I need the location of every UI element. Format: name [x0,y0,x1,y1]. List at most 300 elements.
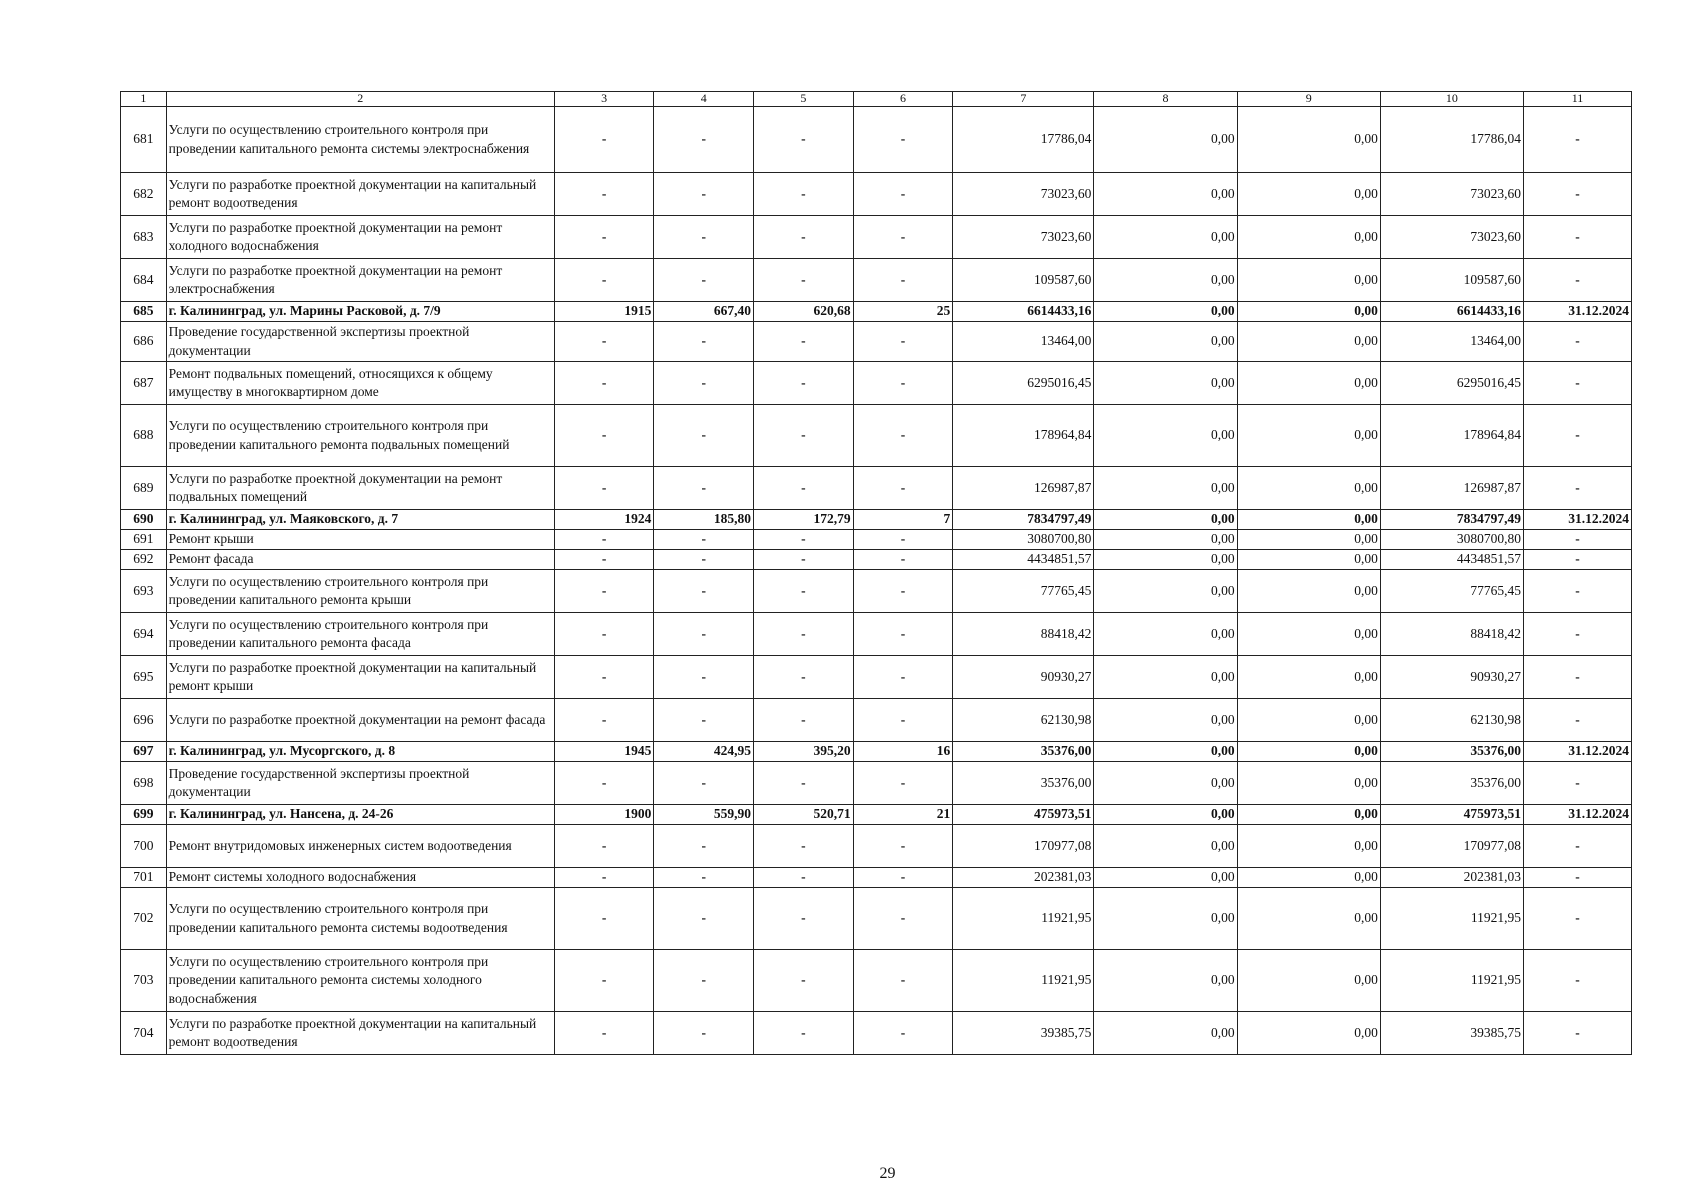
col-8-cell: 0,00 [1094,467,1237,510]
col-6-cell: - [853,259,953,302]
col-11-cell: - [1524,216,1632,259]
address-row [121,510,1632,530]
col-10-cell: 202381,03 [1380,868,1523,888]
col-7-cell: 126987,87 [953,467,1094,510]
col-4-cell: - [654,322,754,362]
address-row [121,805,1632,825]
row-name: Услуги по осуществлению строительного контроля при проведении капитального ремонта системы холодного водоснабжения [166,950,554,1012]
col-5-cell: - [754,656,854,699]
col-10-cell: 77765,45 [1380,570,1523,613]
col-9-cell: 0,00 [1237,467,1380,510]
address-row [121,742,1632,762]
col-4-cell: - [654,550,754,570]
col-6-cell: 25 [853,302,953,322]
col-5-cell: 172,79 [754,510,854,530]
address-row [121,302,1632,322]
col-8-cell: 0,00 [1094,322,1237,362]
col-10-cell: 62130,98 [1380,699,1523,742]
col-3-cell: - [554,762,654,805]
col-8-cell: 0,00 [1094,570,1237,613]
col-6-cell: - [853,825,953,868]
col-4-cell: - [654,570,754,613]
col-4-cell: - [654,613,754,656]
col-7-cell: 35376,00 [953,762,1094,805]
col-9-cell: 0,00 [1237,530,1380,550]
row-number: 683 [121,216,167,259]
col-3-cell: - [554,868,654,888]
col-8-cell: 0,00 [1094,950,1237,1012]
col-4-cell: - [654,362,754,405]
col-10-cell: 4434851,57 [1380,550,1523,570]
col-8-cell: 0,00 [1094,699,1237,742]
col-5-cell: - [754,173,854,216]
col-7-cell: 475973,51 [953,805,1094,825]
row-name: Услуги по разработке проектной документации на ремонт электроснабжения [166,259,554,302]
col-9-cell: 0,00 [1237,742,1380,762]
page-number: 29 [879,1165,896,1182]
col-8-cell: 0,00 [1094,259,1237,302]
col-5-cell: - [754,762,854,805]
col-4-cell: - [654,530,754,550]
col-5-cell: - [754,950,854,1012]
row-name: Ремонт внутридомовых инженерных систем водоотведения [166,825,554,868]
col-3-cell: 1915 [554,302,654,322]
col-9-cell: 0,00 [1237,550,1380,570]
row-name: Ремонт системы холодного водоснабжения [166,868,554,888]
col-4-cell: 559,90 [654,805,754,825]
col-3-cell: - [554,362,654,405]
col-8-cell: 0,00 [1094,888,1237,950]
col-4-cell: - [654,173,754,216]
col-3-cell: - [554,699,654,742]
row-name: г. Калининград, ул. Нансена, д. 24-26 [166,805,554,825]
col-9-cell: 0,00 [1237,825,1380,868]
col-4-cell: - [654,259,754,302]
table-row [121,950,1632,1012]
row-number: 693 [121,570,167,613]
col-9-cell: 0,00 [1237,699,1380,742]
row-name: Проведение государственной экспертизы проектной документации [166,322,554,362]
col-11-cell: - [1524,656,1632,699]
col-11-cell: - [1524,467,1632,510]
col-9-cell: 0,00 [1237,805,1380,825]
row-number: 682 [121,173,167,216]
col-9-cell: 0,00 [1237,570,1380,613]
col-11-cell: - [1524,322,1632,362]
col-3-cell: - [554,530,654,550]
col-10-cell: 73023,60 [1380,216,1523,259]
row-number: 689 [121,467,167,510]
col-6-cell: - [853,107,953,173]
column-header: 2 [166,92,554,107]
col-3-cell: 1945 [554,742,654,762]
col-9-cell: 0,00 [1237,216,1380,259]
col-5-cell: 620,68 [754,302,854,322]
col-11-cell: - [1524,699,1632,742]
col-7-cell: 39385,75 [953,1012,1094,1055]
col-11-cell: 31.12.2024 [1524,302,1632,322]
row-number: 700 [121,825,167,868]
col-10-cell: 13464,00 [1380,322,1523,362]
table-row [121,322,1632,362]
row-number: 698 [121,762,167,805]
row-name: г. Калининград, ул. Маяковского, д. 7 [166,510,554,530]
col-10-cell: 109587,60 [1380,259,1523,302]
table-row [121,362,1632,405]
col-7-cell: 35376,00 [953,742,1094,762]
col-11-cell: - [1524,550,1632,570]
col-11-cell: - [1524,570,1632,613]
row-name: г. Калининград, ул. Марины Расковой, д. 7/9 [166,302,554,322]
row-number: 687 [121,362,167,405]
col-10-cell: 90930,27 [1380,656,1523,699]
col-3-cell: - [554,825,654,868]
col-5-cell: 395,20 [754,742,854,762]
col-10-cell: 3080700,80 [1380,530,1523,550]
table-row [121,405,1632,467]
col-3-cell: - [554,216,654,259]
col-5-cell: - [754,405,854,467]
row-name: г. Калининград, ул. Мусоргского, д. 8 [166,742,554,762]
col-10-cell: 35376,00 [1380,742,1523,762]
col-6-cell: - [853,699,953,742]
row-number: 694 [121,613,167,656]
col-10-cell: 88418,42 [1380,613,1523,656]
col-9-cell: 0,00 [1237,322,1380,362]
col-11-cell: - [1524,362,1632,405]
col-7-cell: 62130,98 [953,699,1094,742]
col-6-cell: - [853,656,953,699]
col-10-cell: 11921,95 [1380,888,1523,950]
table-row [121,550,1632,570]
col-11-cell: - [1524,259,1632,302]
col-4-cell: - [654,888,754,950]
col-11-cell: - [1524,405,1632,467]
table-row [121,762,1632,805]
column-header: 11 [1524,92,1632,107]
col-7-cell: 6295016,45 [953,362,1094,405]
col-9-cell: 0,00 [1237,888,1380,950]
col-9-cell: 0,00 [1237,510,1380,530]
col-4-cell: - [654,467,754,510]
col-5-cell: - [754,322,854,362]
row-number: 699 [121,805,167,825]
col-11-cell: 31.12.2024 [1524,805,1632,825]
col-5-cell: - [754,530,854,550]
col-5-cell: - [754,613,854,656]
col-8-cell: 0,00 [1094,510,1237,530]
col-8-cell: 0,00 [1094,825,1237,868]
col-4-cell: - [654,868,754,888]
col-6-cell: - [853,216,953,259]
row-name: Услуги по осуществлению строительного контроля при проведении капитального ремонта фасада [166,613,554,656]
col-5-cell: - [754,467,854,510]
col-8-cell: 0,00 [1094,107,1237,173]
col-10-cell: 475973,51 [1380,805,1523,825]
col-5-cell: - [754,362,854,405]
col-8-cell: 0,00 [1094,530,1237,550]
col-8-cell: 0,00 [1094,302,1237,322]
col-3-cell: - [554,570,654,613]
table-body [121,107,1632,1055]
col-9-cell: 0,00 [1237,950,1380,1012]
col-3-cell: - [554,467,654,510]
col-7-cell: 4434851,57 [953,550,1094,570]
column-header: 7 [953,92,1094,107]
col-4-cell: - [654,825,754,868]
col-11-cell: 31.12.2024 [1524,510,1632,530]
col-7-cell: 178964,84 [953,405,1094,467]
row-name: Услуги по осуществлению строительного контроля при проведении капитального ремонта системы водоотведения [166,888,554,950]
col-9-cell: 0,00 [1237,173,1380,216]
col-4-cell: - [654,405,754,467]
row-name: Услуги по разработке проектной документации на ремонт подвальных помещений [166,467,554,510]
col-5-cell: - [754,216,854,259]
col-3-cell: - [554,259,654,302]
col-8-cell: 0,00 [1094,550,1237,570]
col-9-cell: 0,00 [1237,868,1380,888]
row-name: Проведение государственной экспертизы проектной документации [166,762,554,805]
col-9-cell: 0,00 [1237,656,1380,699]
col-4-cell: - [654,107,754,173]
row-name: Услуги по осуществлению строительного контроля при проведении капитального ремонта системы электроснабжения [166,107,554,173]
col-10-cell: 6614433,16 [1380,302,1523,322]
table-row [121,259,1632,302]
col-5-cell: - [754,868,854,888]
col-5-cell: - [754,1012,854,1055]
col-3-cell: - [554,613,654,656]
col-7-cell: 17786,04 [953,107,1094,173]
column-header: 8 [1094,92,1237,107]
column-header: 6 [853,92,953,107]
col-10-cell: 17786,04 [1380,107,1523,173]
table-row [121,216,1632,259]
col-7-cell: 73023,60 [953,173,1094,216]
col-6-cell: 21 [853,805,953,825]
col-9-cell: 0,00 [1237,302,1380,322]
row-number: 681 [121,107,167,173]
col-3-cell: - [554,950,654,1012]
row-number: 684 [121,259,167,302]
col-6-cell: 16 [853,742,953,762]
row-name: Услуги по разработке проектной документации на ремонт фасада [166,699,554,742]
col-8-cell: 0,00 [1094,216,1237,259]
col-4-cell: - [654,950,754,1012]
col-10-cell: 178964,84 [1380,405,1523,467]
row-number: 697 [121,742,167,762]
column-header: 5 [754,92,854,107]
col-6-cell: - [853,467,953,510]
col-5-cell: - [754,888,854,950]
col-11-cell: - [1524,888,1632,950]
col-10-cell: 39385,75 [1380,1012,1523,1055]
col-10-cell: 35376,00 [1380,762,1523,805]
col-5-cell: - [754,107,854,173]
col-6-cell: - [853,362,953,405]
col-6-cell: - [853,322,953,362]
col-9-cell: 0,00 [1237,107,1380,173]
row-name: Услуги по разработке проектной документации на капитальный ремонт водоотведения [166,173,554,216]
col-10-cell: 170977,08 [1380,825,1523,868]
col-4-cell: - [654,216,754,259]
table-row [121,699,1632,742]
col-9-cell: 0,00 [1237,1012,1380,1055]
col-7-cell: 77765,45 [953,570,1094,613]
row-name: Услуги по осуществлению строительного контроля при проведении капитального ремонта крыши [166,570,554,613]
col-3-cell: - [554,656,654,699]
col-11-cell: - [1524,173,1632,216]
col-3-cell: - [554,107,654,173]
table-row [121,107,1632,173]
col-3-cell: - [554,173,654,216]
table-row [121,868,1632,888]
col-11-cell: - [1524,868,1632,888]
col-11-cell: 31.12.2024 [1524,742,1632,762]
register-table [120,91,1632,1055]
column-header: 3 [554,92,654,107]
table-row [121,613,1632,656]
col-5-cell: 520,71 [754,805,854,825]
col-8-cell: 0,00 [1094,868,1237,888]
row-name: Услуги по разработке проектной документации на ремонт холодного водоснабжения [166,216,554,259]
col-7-cell: 3080700,80 [953,530,1094,550]
header-row [121,92,1632,107]
col-8-cell: 0,00 [1094,173,1237,216]
row-number: 692 [121,550,167,570]
col-6-cell: - [853,550,953,570]
col-10-cell: 6295016,45 [1380,362,1523,405]
col-8-cell: 0,00 [1094,742,1237,762]
column-header: 9 [1237,92,1380,107]
column-header: 10 [1380,92,1523,107]
row-number: 690 [121,510,167,530]
table-row [121,173,1632,216]
col-7-cell: 11921,95 [953,950,1094,1012]
col-11-cell: - [1524,825,1632,868]
col-11-cell: - [1524,762,1632,805]
row-number: 702 [121,888,167,950]
col-10-cell: 11921,95 [1380,950,1523,1012]
col-6-cell: - [853,950,953,1012]
col-4-cell: - [654,656,754,699]
col-6-cell: - [853,570,953,613]
column-header: 4 [654,92,754,107]
table-row [121,825,1632,868]
col-7-cell: 170977,08 [953,825,1094,868]
col-8-cell: 0,00 [1094,1012,1237,1055]
col-4-cell: 424,95 [654,742,754,762]
row-number: 688 [121,405,167,467]
col-9-cell: 0,00 [1237,762,1380,805]
row-name: Ремонт крыши [166,530,554,550]
col-6-cell: 7 [853,510,953,530]
col-11-cell: - [1524,613,1632,656]
col-11-cell: - [1524,950,1632,1012]
col-3-cell: 1900 [554,805,654,825]
col-3-cell: - [554,1012,654,1055]
col-3-cell: 1924 [554,510,654,530]
col-9-cell: 0,00 [1237,405,1380,467]
col-8-cell: 0,00 [1094,613,1237,656]
row-number: 695 [121,656,167,699]
col-7-cell: 109587,60 [953,259,1094,302]
table-row [121,570,1632,613]
col-5-cell: - [754,825,854,868]
col-11-cell: - [1524,530,1632,550]
col-10-cell: 126987,87 [1380,467,1523,510]
row-number: 686 [121,322,167,362]
table-row [121,467,1632,510]
row-name: Услуги по разработке проектной документации на капитальный ремонт водоотведения [166,1012,554,1055]
col-7-cell: 13464,00 [953,322,1094,362]
col-6-cell: - [853,530,953,550]
col-5-cell: - [754,570,854,613]
table-row [121,530,1632,550]
table-row [121,888,1632,950]
col-7-cell: 7834797,49 [953,510,1094,530]
table-row [121,1012,1632,1055]
row-name: Услуги по разработке проектной документации на капитальный ремонт крыши [166,656,554,699]
col-5-cell: - [754,699,854,742]
col-8-cell: 0,00 [1094,805,1237,825]
col-6-cell: - [853,173,953,216]
col-6-cell: - [853,613,953,656]
col-7-cell: 11921,95 [953,888,1094,950]
row-number: 704 [121,1012,167,1055]
col-8-cell: 0,00 [1094,762,1237,805]
col-3-cell: - [554,322,654,362]
col-8-cell: 0,00 [1094,656,1237,699]
col-4-cell: 667,40 [654,302,754,322]
col-8-cell: 0,00 [1094,362,1237,405]
row-name: Ремонт фасада [166,550,554,570]
row-number: 703 [121,950,167,1012]
col-4-cell: - [654,762,754,805]
col-5-cell: - [754,259,854,302]
col-8-cell: 0,00 [1094,405,1237,467]
col-4-cell: - [654,699,754,742]
row-number: 696 [121,699,167,742]
col-3-cell: - [554,550,654,570]
col-6-cell: - [853,1012,953,1055]
row-number: 685 [121,302,167,322]
col-6-cell: - [853,405,953,467]
col-3-cell: - [554,405,654,467]
row-number: 691 [121,530,167,550]
col-9-cell: 0,00 [1237,613,1380,656]
col-9-cell: 0,00 [1237,362,1380,405]
col-10-cell: 7834797,49 [1380,510,1523,530]
col-7-cell: 6614433,16 [953,302,1094,322]
col-7-cell: 90930,27 [953,656,1094,699]
col-7-cell: 202381,03 [953,868,1094,888]
col-11-cell: - [1524,107,1632,173]
col-6-cell: - [853,868,953,888]
col-7-cell: 73023,60 [953,216,1094,259]
col-4-cell: 185,80 [654,510,754,530]
col-6-cell: - [853,762,953,805]
col-6-cell: - [853,888,953,950]
column-header: 1 [121,92,167,107]
col-3-cell: - [554,888,654,950]
row-name: Услуги по осуществлению строительного контроля при проведении капитального ремонта подвальных помещений [166,405,554,467]
table-row [121,656,1632,699]
col-9-cell: 0,00 [1237,259,1380,302]
col-5-cell: - [754,550,854,570]
row-name: Ремонт подвальных помещений, относящихся к общему имуществу в многоквартирном доме [166,362,554,405]
col-7-cell: 88418,42 [953,613,1094,656]
col-10-cell: 73023,60 [1380,173,1523,216]
